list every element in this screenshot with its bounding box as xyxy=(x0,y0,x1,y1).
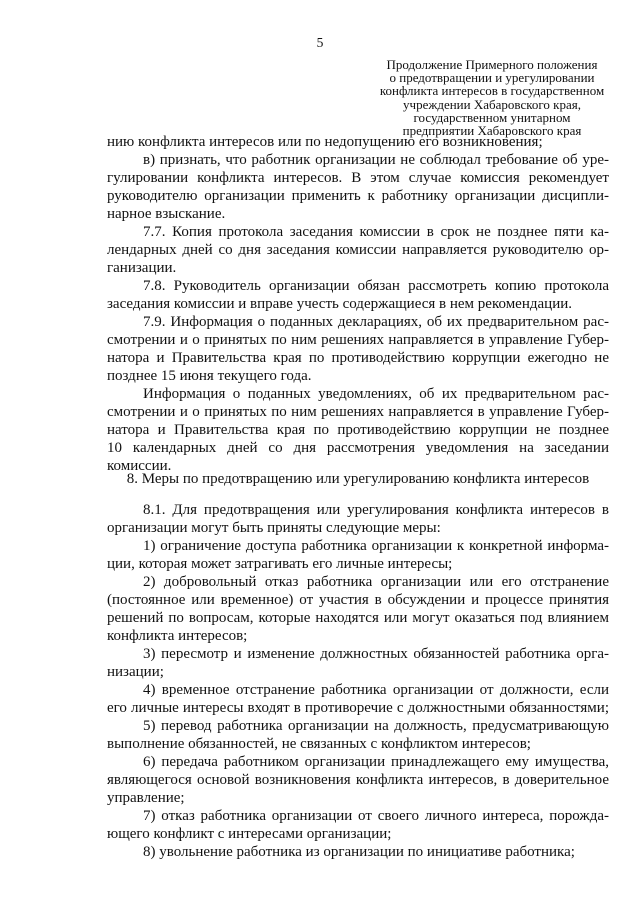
text-line: ганизации. xyxy=(107,260,177,276)
section-gap xyxy=(107,488,609,501)
text-line: ющего конфликт с интересами организации; xyxy=(107,826,392,842)
text-line: гулировании конфликта интересов. В этом случае комиссия рекомендует xyxy=(107,170,609,186)
header-line: учреждении Хабаровского края, xyxy=(403,96,581,112)
text-line: 8.1. Для предотвращения или урегулирования конфликта интересов в xyxy=(143,502,609,518)
text-line: Информация о поданных уведомлениях, об их предварительном рас- xyxy=(143,386,609,402)
section-heading: 8. Меры по предотвращению или урегулированию конфликта интересов xyxy=(126,471,590,487)
text-line: 8) увольнение работника из организации по инициативе работника; xyxy=(143,844,575,860)
text-line: натора и Правительства края по противодействию коррупции ежегодно не xyxy=(107,350,609,366)
section-gap xyxy=(107,457,609,470)
text-line: низации; xyxy=(107,664,164,680)
running-header xyxy=(376,58,608,137)
text-line: его личные интересы входят в противоречие с должностными обязанностями; xyxy=(107,700,609,716)
text-line: 7.9. Информация о поданных декларациях, об их предварительном рас- xyxy=(143,314,609,330)
text-line: нарное взыскание. xyxy=(107,206,226,222)
text-line: заседания комиссии и вправе учесть содержащиеся в нем рекомендации. xyxy=(107,296,572,312)
text-line: лендарных дней со дня заседания комиссии направляется руководителю ор- xyxy=(107,242,609,258)
header-line: предприятии Хабаровского края xyxy=(402,123,582,139)
text-line: смотрении и о принятых по ним решениях направляется в управление Губер- xyxy=(107,332,609,348)
header-line: конфликта интересов в государственном xyxy=(379,83,605,99)
text-line: выполнение обязанностей, не связанных с конфликтом интересов; xyxy=(107,736,531,752)
text-line: в) признать, что работник организации не соблюдал требование об уре- xyxy=(143,152,609,168)
header-line: государственном унитарном xyxy=(413,109,571,125)
text-line: 2) добровольный отказ работника организации или его отстранение xyxy=(143,574,609,590)
text-line: ции, которая может затрагивать его личные интересы; xyxy=(107,556,453,572)
text-line: (постоянное или временное) от участия в обсуждении и процессе принятия xyxy=(107,592,609,608)
text-line: 10 календарных дней со дня рассмотрения уведомления на заседании комиссии. xyxy=(107,440,609,474)
document-body xyxy=(107,133,609,861)
text-line: 3) пересмотр и изменение должностных обязанностей работника орга- xyxy=(143,646,609,662)
page-number: 5 xyxy=(316,35,324,50)
text-line: 4) временное отстранение работника организации от должности, если xyxy=(143,682,609,698)
text-line: решений по вопросам, которые находятся или могут оказаться под влиянием xyxy=(107,610,609,626)
header-line: Продолжение Примерного положения xyxy=(386,57,598,72)
text-line: 7.8. Руководитель организации обязан рассмотреть копию протокола xyxy=(143,278,609,294)
text-line: являющегося основой возникновения конфликта интересов, в доверительное xyxy=(107,772,609,788)
text-line: 1) ограничение доступа работника организации к конкретной информа- xyxy=(143,538,609,554)
text-line: 7.7. Копия протокола заседания комиссии в срок не позднее пяти ка- xyxy=(143,224,609,240)
text-line: позднее 15 июня текущего года. xyxy=(107,368,312,384)
text-line: организации могут быть приняты следующие меры: xyxy=(107,520,441,536)
text-line: натора и Правительства края по противодействию коррупции не позднее xyxy=(107,422,609,438)
text-line: 7) отказ работника организации от своего личного интереса, порожда- xyxy=(143,808,609,824)
text-line: 6) передача работником организации принадлежащего ему имущества, xyxy=(143,754,609,770)
header-line: о предотвращении и урегулировании xyxy=(389,70,595,86)
text-line: управление; xyxy=(107,790,185,806)
text-line: 5) перевод работника организации на должность, предусматривающую xyxy=(143,718,609,734)
text-line: руководителю организации применить к работнику организации дисципли- xyxy=(107,188,609,204)
text-line: конфликта интересов; xyxy=(107,628,248,644)
text-line: нию конфликта интересов или по недопущению его возникновения; xyxy=(107,134,543,150)
text-line: смотрении и о принятых по ним решениях направляется в управление Губер- xyxy=(107,404,609,420)
